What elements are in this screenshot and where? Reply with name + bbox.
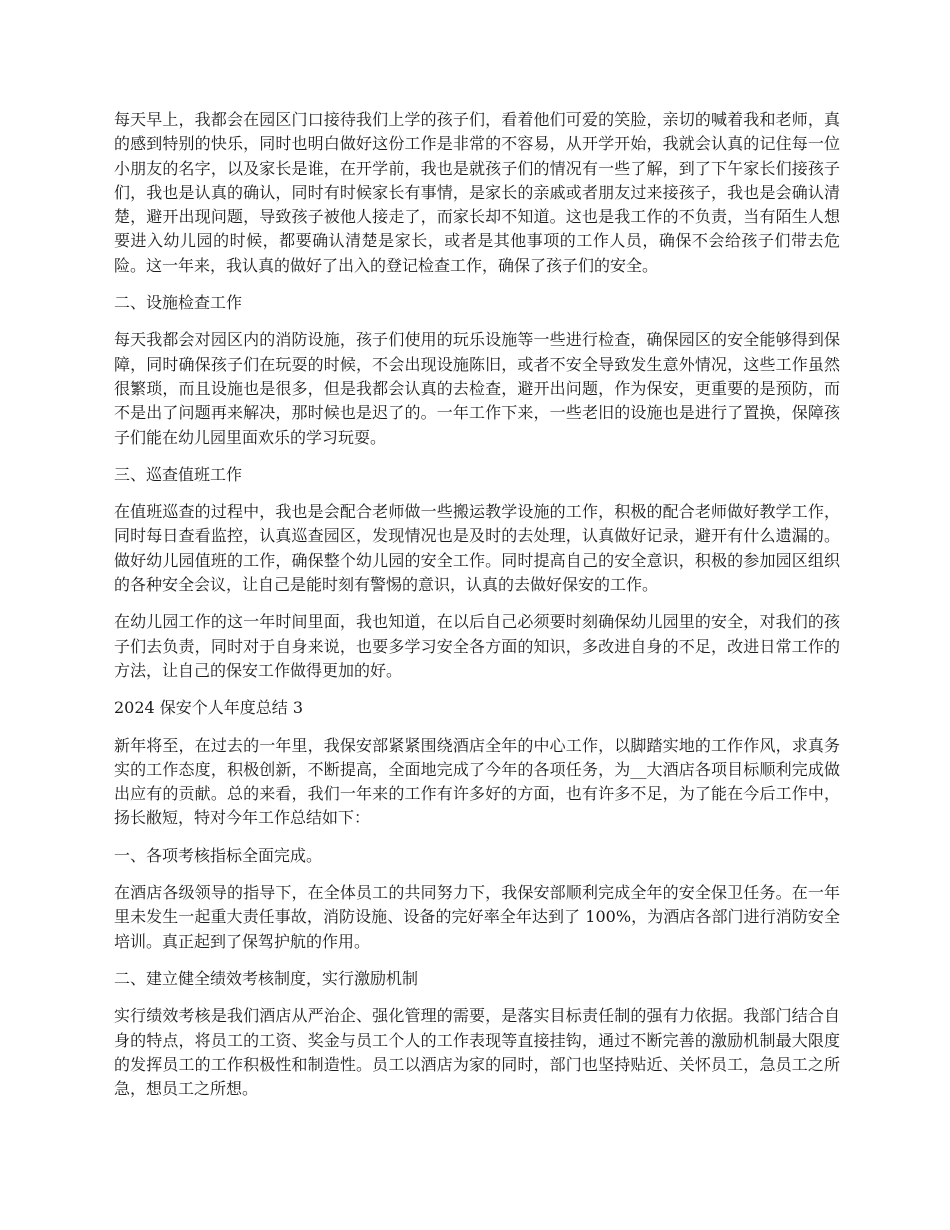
section-heading-assessment: 一、各项考核指标全面完成。 — [114, 845, 323, 865]
paragraph-patrol-duty: 在值班巡查的过程中，我也是会配合老师做一些搬运教学设施的工作，积极的配合老师做好教学工作，同时每日查看监控，认真巡查园区，发现情况也是及时的去处理，认真做好记录，避开有什么遗漏的。做好幼儿园值班的工作，确保整个幼儿园的安全工作。同时提高自己的安全意识，积极的参加园区组织的各种安全会议，让自己是能时刻有警惕的意识，认真的去做好保安的工作。 — [114, 502, 840, 595]
document-body — [114, 108, 840, 1114]
document-section-title: 2024 保安个人年度总结 3 — [114, 698, 304, 718]
paragraph-entrance-duty: 每天早上，我都会在园区门口接待我们上学的孩子们，看着他们可爱的笑脸，亲切的喊着我和老师，真的感到特别的快乐，同时也明白做好这份工作是非常的不容易，从开学开始，我就会认真的记住每一位小朋友的名字，以及家长是谁，在开学前，我也是就孩子们的情况有一些了解，到了下午家长们接孩子们，我也是认真的确认，同时有时候家长有事情，是家长的亲戚或者朋友过来接孩子，我也是会确认清楚，避开出现问题，导致孩子被他人接走了，而家长却不知道。这也是我工作的不负责，当有陌生人想要进入幼儿园的时候，都要确认清楚是家长，或者是其他事项的工作人员，确保不会给孩子们带去危险。这一年来，我认真的做好了出入的登记检查工作，确保了孩子们的安全。 — [114, 110, 840, 275]
section-heading-performance-system: 二、建立健全绩效考核制度，实行激励机制 — [114, 968, 419, 988]
paragraph-hotel-intro: 新年将至，在过去的一年里，我保安部紧紧围绕酒店全年的中心工作，以脚踏实地的工作作风，求真务实的工作态度，积极创新，不断提高，全面地完成了今年的各项任务，为__大酒店各项目标顺利完成做出应有的贡献。总的来看，我们一年来的工作有许多好的方面，也有许多不足，为了能在今后工作中，扬长敝短，特对今年工作总结如下： — [114, 735, 840, 828]
section-heading-patrol-duty: 三、巡查值班工作 — [114, 464, 243, 484]
paragraph-performance-system: 实行绩效考核是我们酒店从严治企、强化管理的需要，是落实目标责任制的强有力依据。我部门结合自身的特点，将员工的工资、奖金与员工个人的工作表现等直接挂钩，通过不断完善的激励机制最大限度的发挥员工的工作积极性和制造性。员工以酒店为家的同时，部门也坚持贴近、关怀员工，急员工之所急，想员工之所想。 — [114, 1006, 840, 1099]
paragraph-assessment: 在酒店各级领导的指导下，在全体员工的共同努力下，我保安部顺利完成全年的安全保卫任务。在一年里未发生一起重大责任事故，消防设施、设备的完好率全年达到了 100%，为酒店各部门进行消防安全培训。真正起到了保驾护航的作用。 — [114, 883, 840, 951]
section-heading-facility-inspection: 二、设施检查工作 — [114, 293, 243, 313]
paragraph-year-reflection: 在幼儿园工作的这一年时间里面，我也知道，在以后自己必须要时刻确保幼儿园里的安全，对我们的孩子们去负责，同时对于自身来说，也要多学习安全各方面的知识，多改进自身的不足，改进日常工作的方法，让自己的保安工作做得更加的好。 — [114, 612, 840, 680]
paragraph-facility-inspection: 每天我都会对园区内的消防设施，孩子们使用的玩乐设施等一些进行检查，确保园区的安全能够得到保障，同时确保孩子们在玩耍的时候，不会出现设施陈旧，或者不安全导致发生意外情况，这些工作虽然很繁琐，而且设施也是很多，但是我都会认真的去检查，避开出问题，作为保安，更重要的是预防，而不是出了问题再来解决，那时候也是迟了的。一年工作下来，一些老旧的设施也是进行了置换，保障孩子们能在幼儿园里面欢乐的学习玩耍。 — [114, 330, 840, 447]
